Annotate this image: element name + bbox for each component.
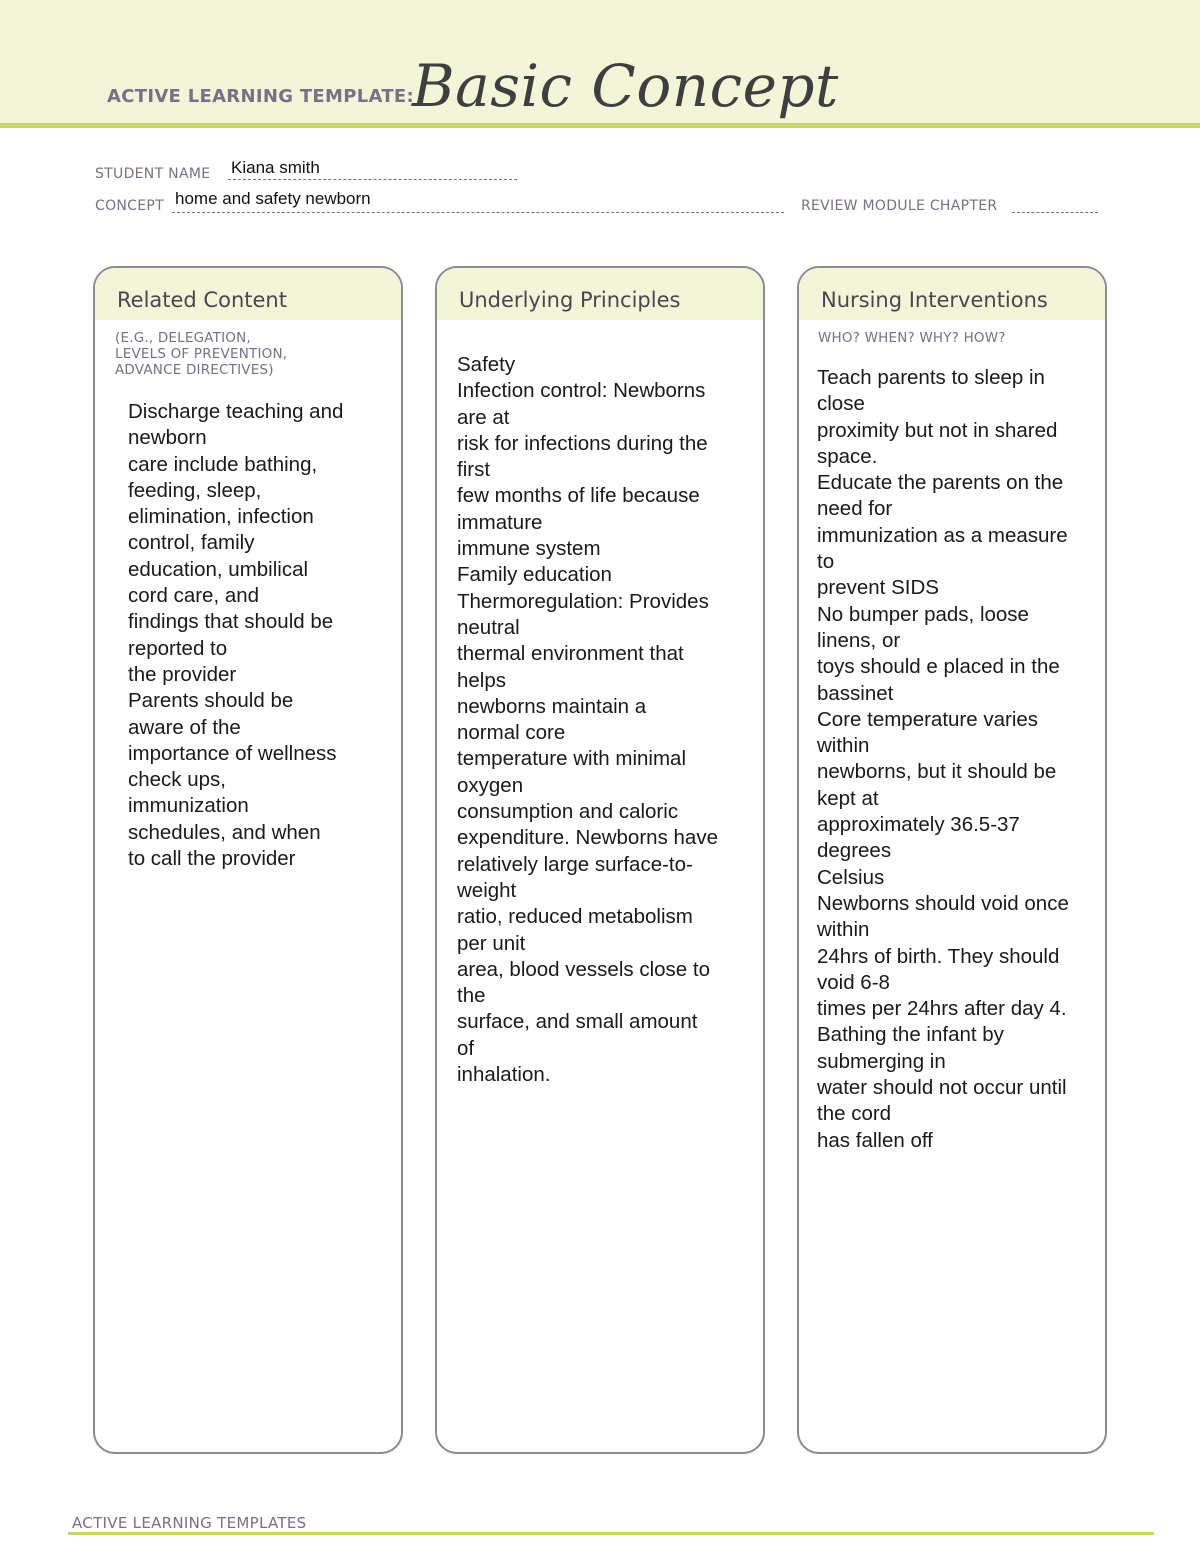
- template-title: Basic Concept: [412, 52, 839, 120]
- footer-divider: [68, 1532, 1154, 1535]
- nursing-interventions-title: Nursing Interventions: [799, 268, 1105, 323]
- student-name-line: [228, 178, 517, 180]
- footer-label: ACTIVE LEARNING TEMPLATES: [72, 1514, 307, 1532]
- concept-line: [172, 211, 784, 213]
- concept-label: CONCEPT: [95, 198, 164, 214]
- nursing-interventions-text[interactable]: Teach parents to sleep in close proximity but not in shared space. Educate the parents on the need for immunization as a measure to prevent SIDS No bumper pads, loose linens, or toys should e placed in the bassinet Core temperature varies within newborns, but it should be kept at approximately 36.5-37 degrees Celsius Newborns should void once within 24hrs of birth. They should void 6-8 times per 24hrs after day 4. Bathing the infant by submerging in water should not occur until the cord has fallen off: [817, 366, 1069, 1152]
- review-module-field[interactable]: [1012, 211, 1098, 213]
- student-name-field[interactable]: Kiana smith: [231, 158, 320, 177]
- review-module-label: REVIEW MODULE CHAPTER: [801, 198, 998, 214]
- related-content-title: Related Content: [95, 268, 401, 323]
- underlying-principles-card: [435, 266, 765, 1454]
- related-content-text[interactable]: Discharge teaching and newborn care include bathing, feeding, sleep, elimination, infection control, family education, umbilical cord care, and findings that should be reported to the provider Parents should be aware of the importance of wellness check ups, immunization schedules, and when to call the provider: [128, 400, 344, 871]
- nursing-interventions-hint: WHO? WHEN? WHY? HOW?: [818, 330, 1006, 346]
- nursing-interventions-card: [797, 266, 1107, 1454]
- related-content-hint: (E.G., DELEGATION, LEVELS OF PREVENTION, ADVANCE DIRECTIVES): [115, 330, 288, 378]
- header-divider: [0, 123, 1200, 128]
- underlying-principles-text[interactable]: Safety Infection control: Newborns are at risk for infections during the first few months of life because immature immune system Family education Thermoregulation: Provides neutral thermal environment that helps newborns maintain a normal core temperature with minimal oxygen consumption and caloric expenditure. Newborns have relatively large surface-to- weight ratio, reduced metabolism per unit area, blood vessels close to the surface, and small amount of inhalation.: [457, 353, 718, 1087]
- concept-field[interactable]: home and safety newborn: [175, 189, 371, 208]
- underlying-principles-title: Underlying Principles: [437, 268, 763, 323]
- related-content-card: [93, 266, 403, 1454]
- student-name-label: STUDENT NAME: [95, 166, 211, 182]
- template-label: ACTIVE LEARNING TEMPLATE:: [107, 86, 414, 107]
